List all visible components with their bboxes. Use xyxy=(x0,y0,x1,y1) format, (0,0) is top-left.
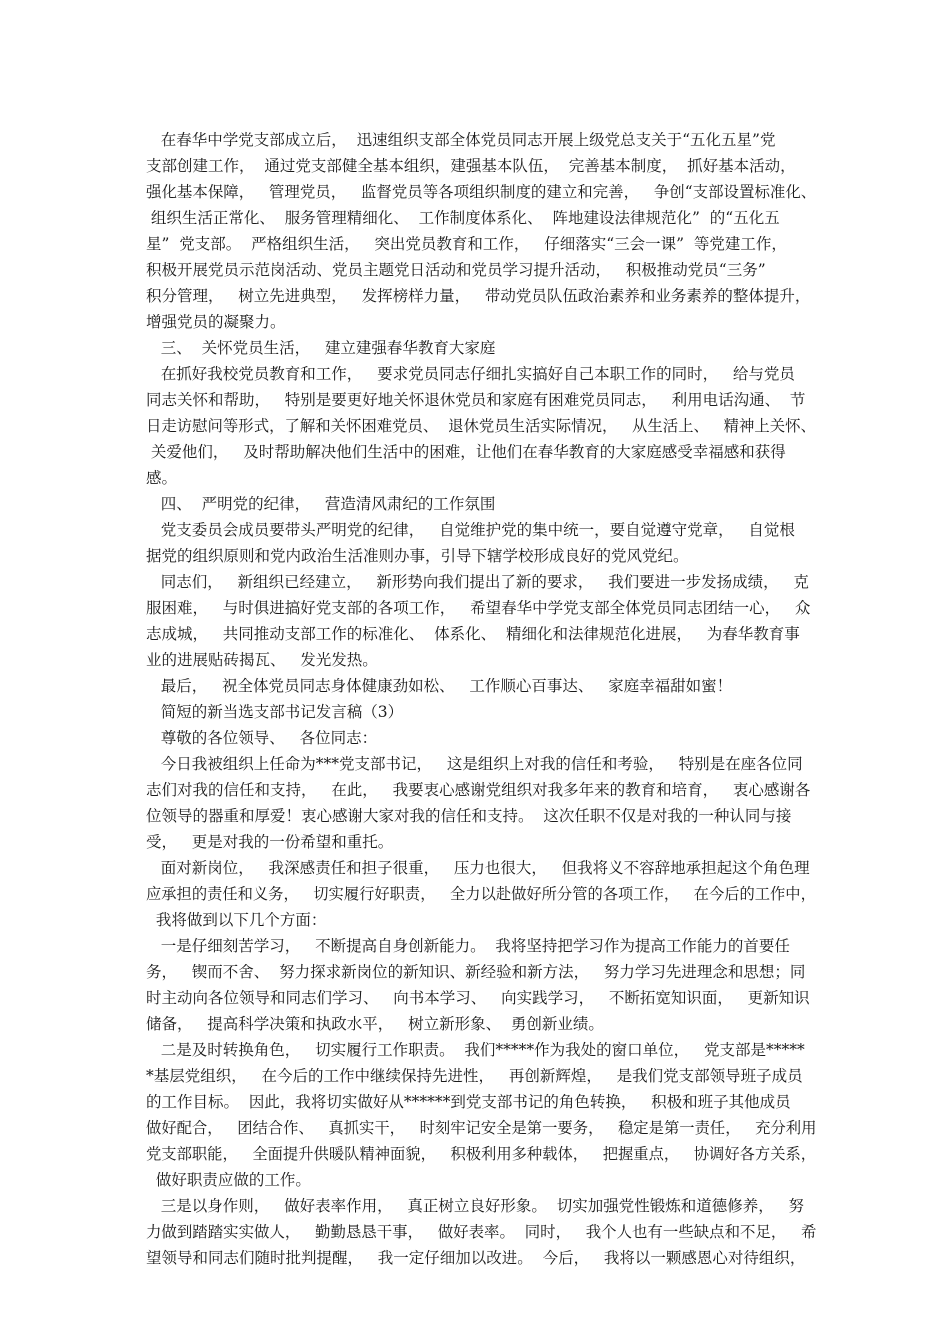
text-line: 服困难， 与时俱进搞好党支部的各项工作， 希望春华中学党支部全体党员同志团结一心， 众 xyxy=(146,599,811,617)
document-subtitle: 简短的新当选支部书记发言稿（3） xyxy=(146,703,404,721)
text-line: 今日我被组织上任命为***党支部书记， 这是组织上对我的信任和考验， 特别是在座各位同 xyxy=(146,755,803,773)
text-line: 志们对我的信任和支持， 在此， 我要衷心感谢党组织对我多年来的教育和培育， 衷心感谢各 xyxy=(146,781,811,799)
text-line: 同志关怀和帮助， 特别是要更好地关怀退休党员和家庭有困难党员同志， 利用电话沟通、 节 xyxy=(146,391,806,409)
text-line: 强化基本保障， 管理党员， 监督党员等各项组织制度的建立和完善， 争创“支部设置标准化、 xyxy=(146,183,817,201)
text-line: 支部创建工作， 通过党支部健全基本组织，建强基本队伍， 完善基本制度， 抓好基本活动， xyxy=(146,157,796,175)
text-line: 日走访慰问等形式，了解和关怀困难党员、 退休党员生活实际情况， 从生活上、 精神上关怀、 xyxy=(146,417,816,435)
text-line: 志成城， 共同推动支部工作的标准化、 体系化、 精细化和法律规范化进展， 为春华教育事 xyxy=(146,625,800,643)
salutation: 尊敬的各位领导、 各位同志： xyxy=(146,729,378,747)
text-line: 星” 党支部。 严格组织生活， 突出党员教育和工作， 仔细落实“三会一课” 等党建工作， xyxy=(146,235,787,253)
text-line: 力做到踏踏实实做人， 勤勤恳恳干事， 做好表率。 同时， 我个人也有一些缺点和不足， 希 xyxy=(146,1223,817,1241)
text-line: 感。 xyxy=(146,469,178,487)
text-line: 最后， 祝全体党员同志身体健康劲如松、 工作顺心百事达、 家庭幸福甜如蜜！ xyxy=(146,677,733,695)
text-line: 受， 更是对我的一份希望和重托。 xyxy=(146,833,394,851)
text-line: 党支部职能， 全面提升供暖队精神面貌， 积极利用多种载体， 把握重点， 协调好各方关系， xyxy=(146,1145,817,1163)
text-line: 关爱他们， 及时帮助解决他们生活中的困难，让他们在春华教育的大家庭感受幸福感和获得 xyxy=(146,443,786,461)
text-line: 二是及时转换角色， 切实履行工作职责。 我们*****作为我处的窗口单位， 党支部是***** xyxy=(146,1041,805,1059)
text-line: 时主动向各位领导和同志们学习、 向书本学习、 向实践学习， 不断拓宽知识面， 更新知识 xyxy=(146,989,810,1007)
text-line: 积分管理， 树立先进典型， 发挥榜样力量， 带动党员队伍政治素养和业务素养的整体提升， xyxy=(146,287,811,305)
text-line: 望领导和同志们随时批判提醒， 我一定仔细加以改进。 今后， 我将以一颗感恩心对待组织， xyxy=(146,1249,806,1267)
text-line: 我将做到以下几个方面： xyxy=(146,911,327,929)
text-line: 在抓好我校党员教育和工作， 要求党员同志仔细扎实搞好自己本职工作的同时， 给与党员 xyxy=(146,365,795,383)
text-line: 储备， 提高科学决策和执政水平， 树立新形象、 勇创新业绩。 xyxy=(146,1015,604,1033)
text-line: 积极开展党员示范岗活动、党员主题党日活动和党员学习提升活动， 积极推动党员“三务” xyxy=(146,261,766,279)
text-line: 业的进展贴砖揭瓦、 发光发热。 xyxy=(146,651,378,669)
section-heading: 三、 关怀党员生活， 建立建强春华教育大家庭 xyxy=(146,339,496,357)
text-line: 增强党员的凝聚力。 xyxy=(146,313,286,331)
text-line: 一是仔细刻苦学习， 不断提高自身创新能力。 我将坚持把学习作为提高工作能力的首要任 xyxy=(146,937,790,955)
text-line: 位领导的器重和厚爱！衷心感谢大家对我的信任和支持。 这次任职不仅是对我的一种认同与接 xyxy=(146,807,792,825)
section-heading: 四、 严明党的纪律， 营造清风肃纪的工作氛围 xyxy=(146,495,496,513)
text-line: 务， 锲而不舍、 努力探求新岗位的新知识、新经验和新方法， 努力学习先进理念和思想；同 xyxy=(146,963,806,981)
text-line: 三是以身作则， 做好表率作用， 真正树立良好形象。 切实加强党性锻炼和道德修养， 努 xyxy=(146,1197,804,1215)
text-line: 做好配合， 团结合作、 真抓实干， 时刻牢记安全是第一要务， 稳定是第一责任， 充分利用 xyxy=(146,1119,817,1137)
text-line: *基层党组织， 在今后的工作中继续保持先进性， 再创新辉煌， 是我们党支部领导班子成员 xyxy=(146,1067,803,1085)
text-line: 面对新岗位， 我深感责任和担子很重， 压力也很大， 但我将义不容辞地承担起这个角色理 xyxy=(146,859,810,877)
text-line: 应承担的责任和义务， 切实履行好职责， 全力以赴做好所分管的各项工作， 在今后的工作中， xyxy=(146,885,816,903)
text-line: 党支委员会成员要带头严明党的纪律， 自觉维护党的集中统一，要自觉遵守党章， 自觉根 xyxy=(146,521,795,539)
text-line: 据党的组织原则和党内政治生活准则办事，引导下辖学校形成良好的党风党纪。 xyxy=(146,547,689,565)
text-line: 组织生活正常化、 服务管理精细化、 工作制度体系化、 阵地建设法律规范化” 的“五化五 xyxy=(146,209,780,227)
text-line: 的工作目标。 因此，我将切实做好从******到党支部书记的角色转换， 积极和班子其他成员 xyxy=(146,1093,791,1111)
text-line: 同志们， 新组织已经建立， 新形势向我们提出了新的要求， 我们要进一步发扬成绩， 克 xyxy=(146,573,809,591)
text-line: 做好职责应做的工作。 xyxy=(146,1171,311,1189)
text-line: 在春华中学党支部成立后， 迅速组织支部全体党员同志开展上级党总支关于“五化五星”党 xyxy=(146,131,776,149)
